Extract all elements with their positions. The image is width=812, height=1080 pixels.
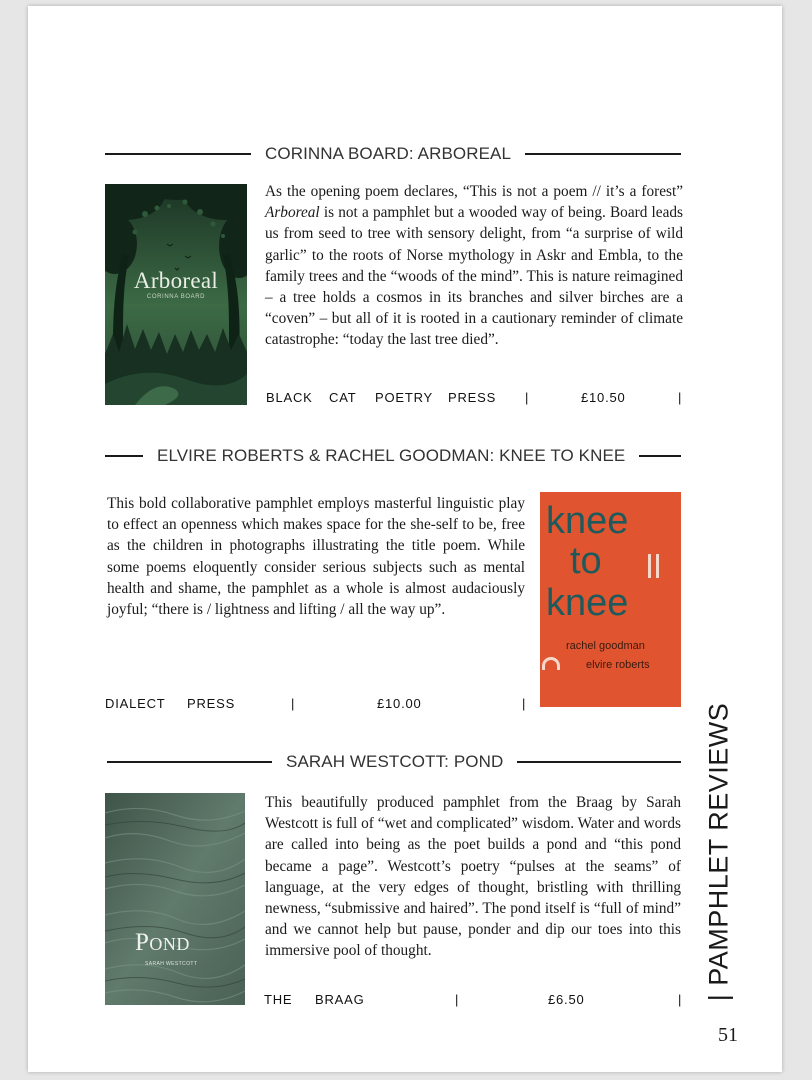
heading-text: SARAH WESTCOTT: POND xyxy=(286,752,504,771)
section-title-vertical xyxy=(704,703,735,1002)
divider-bar: | xyxy=(678,992,683,1007)
heading-rule-right xyxy=(639,455,681,457)
heading-rule-left xyxy=(105,153,251,155)
review-body-pond: This beautifully produced pamphlet from the Braag by Sarah Westcott is full of “wet and complicated” wisdom. Water and words are called into being as the poet builds a pond and “this pond became a page”. Westcott’s poetry “pulses at the seams” of language, at the very edges of thought, bristling with thrilling newness, “submissive and haired”. The pond itself is “full of mind” and we cannot help but pause, ponder and dip our toes into this immersive pool of thought. xyxy=(265,794,681,960)
knee-to-knee-cover xyxy=(540,492,681,707)
arboreal-cover xyxy=(105,184,247,405)
body-text-a: As the opening poem declares, “This is not a poem // it’s a forest” xyxy=(265,183,683,200)
knee-cover-line1: knee xyxy=(546,500,629,542)
double-bar-icon-2 xyxy=(656,554,659,578)
publisher-word: PRESS xyxy=(448,390,497,405)
heading-rule-left xyxy=(107,761,272,763)
heading-text: CORINNA BOARD: ARBOREAL xyxy=(265,144,512,163)
price: £6.50 xyxy=(548,992,585,1007)
divider-bar: | xyxy=(678,390,683,405)
double-bar-icon xyxy=(648,554,651,578)
review-heading-pond xyxy=(107,752,681,772)
arboreal-cover-author: CORINNA BOARD xyxy=(146,294,206,300)
publisher-word: POETRY xyxy=(375,390,434,405)
divider-bar: | xyxy=(522,696,527,711)
body-text-b: is not a pamphlet but a wooded way of being. Board leads us from seed to tree with sensory delight, from “a surprise of wild garlic” to the roots of Norse mythology in Askr and Embla, to the family trees and the “woods of the mind”. This is nature reimagined – a tree holds a cosmos in its branches and silver birches are a “coven” – but all of it is rooted in a cautionary reminder of climate catastrophe: “today the last tree died”. xyxy=(265,204,683,349)
heading-rule-left xyxy=(105,455,143,457)
knee-cover-line3: knee xyxy=(546,582,629,624)
book-title-italic: Arboreal xyxy=(265,204,320,222)
pond-cover-author: SARAH WESTCOTT xyxy=(145,961,198,967)
publisher-line-arboreal xyxy=(0,390,812,408)
page-number: 51 xyxy=(718,1024,738,1046)
section-side-label xyxy=(690,680,748,1024)
knee-cover-author1: rachel goodman xyxy=(566,640,645,652)
review-body-arboreal xyxy=(265,181,683,351)
publisher-word: CAT xyxy=(329,390,357,405)
section-title: PAMPHLET REVIEWS xyxy=(703,702,734,986)
divider-bar: | xyxy=(525,390,530,405)
knee-cover-line2: to xyxy=(570,540,602,582)
heading-text: ELVIRE ROBERTS & RACHEL GOODMAN: KNEE TO KNEE xyxy=(157,446,626,465)
pond-cover-title: Pond xyxy=(135,929,190,956)
publisher-word: DIALECT xyxy=(105,696,166,711)
side-bar: | xyxy=(703,985,734,1002)
heading-rule-right xyxy=(517,761,681,763)
divider-bar: | xyxy=(291,696,296,711)
review-heading-arboreal xyxy=(105,144,681,164)
publisher-word: THE xyxy=(264,992,293,1007)
review-body-knee-to-knee: This bold collaborative pamphlet employs masterful linguistic play to effect an openness which makes space for the she-self to be, free as the children in photographs illustrating the title poem. While some poems eloquently consider serious subjects such as mental health and shame, the pamphlet as a whole is almost audaciously joyful; “there is / lightness and lifting / all the way up”. xyxy=(107,495,525,619)
publisher-word: BRAAG xyxy=(315,992,365,1007)
price: £10.00 xyxy=(377,696,422,711)
heading-rule-right xyxy=(525,153,681,155)
pond-cover xyxy=(105,793,245,1005)
water-texture xyxy=(105,793,245,1005)
price: £10.50 xyxy=(581,390,626,405)
arch-icon xyxy=(542,657,560,670)
publisher-word: PRESS xyxy=(187,696,236,711)
review-heading-knee-to-knee xyxy=(105,446,681,466)
divider-bar: | xyxy=(455,992,460,1007)
publisher-word: BLACK xyxy=(266,390,313,405)
knee-cover-author2: elvire roberts xyxy=(586,659,650,671)
arboreal-cover-title: Arboreal xyxy=(133,268,219,293)
